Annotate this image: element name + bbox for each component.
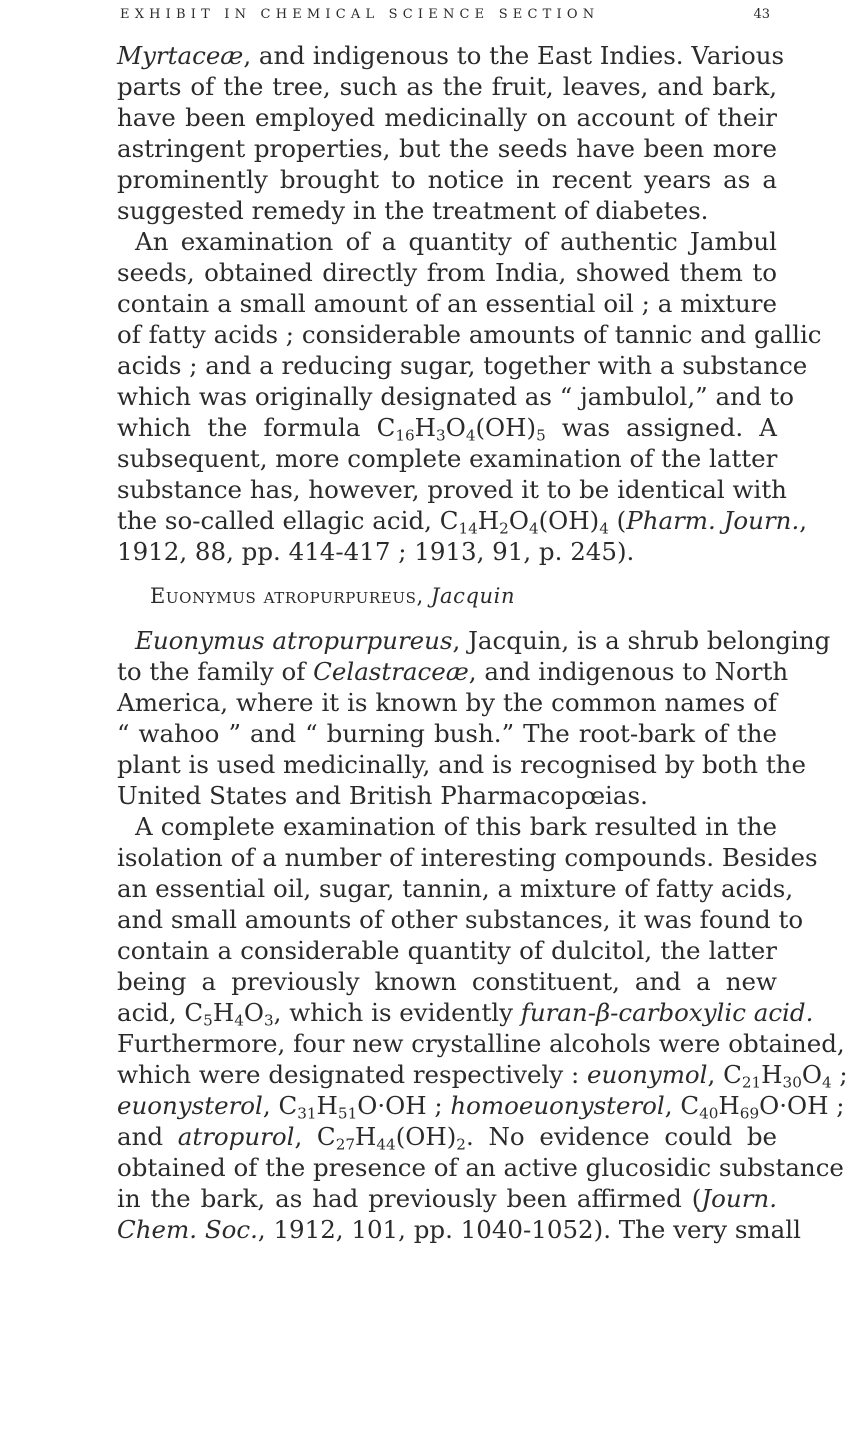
text-line: A complete examination of this bark resulted in the [135, 812, 777, 841]
text-line: being a previously known constituent, and a new [117, 967, 777, 996]
section-heading: Euonymus atropurpureus, Jacquin [150, 584, 516, 608]
text-line: United States and British Pharmacopœias. [117, 781, 648, 810]
text-line: substance has, however, proved it to be identical with [117, 475, 787, 504]
running-head [120, 0, 800, 24]
text-line: suggested remedy in the treatment of diabetes. [117, 196, 709, 225]
text-line: which was originally designated as “ jambulol,” and to [117, 382, 794, 411]
family-name: Celastraceæ [313, 657, 469, 686]
text-line: which were designated respectively : euonymol, $C_{21}H_{30}O_4$ ; [117, 1060, 848, 1092]
text-line: to the family of Celastraceæ, and indigenous to North [117, 657, 789, 686]
text-line: 1912, 88, pp. 414-417 ; 1913, 91, p. 245). [117, 537, 635, 566]
text-line: parts of the tree, such as the fruit, leaves, and bark, [117, 72, 777, 101]
text-line: prominently brought to notice in recent years as a [117, 165, 777, 194]
text-line: acid, $C_5H_4O_3$, which is evidently furan-β-carboxylic acid. [117, 998, 814, 1030]
citation-journal: Pharm. Journ. [626, 506, 800, 535]
text-line: astringent properties, but the seeds have been more [117, 134, 777, 163]
text-line: the so-called ellagic acid, $C_{14}H_2O_4(OH)_4$ (Pharm. Journ., [117, 506, 808, 538]
text-line: Euonymus atropurpureus, Jacquin, is a shrub belonging [135, 626, 831, 655]
text-line: An examination of a quantity of authentic Jambul [135, 227, 777, 256]
text-line: an essential oil, sugar, tannin, a mixture of fatty acids, [117, 874, 794, 903]
citation-journal: Chem. Soc. [117, 1215, 258, 1244]
text-line: acids ; and a reducing sugar, together with a substance [117, 351, 808, 380]
text-line: contain a small amount of an essential oil ; a mixture [117, 289, 777, 318]
compound-name: homoeuonysterol [450, 1091, 665, 1120]
citation-journal: Journ. [701, 1184, 777, 1213]
text-line: Myrtaceæ, and indigenous to the East Indies. Various [117, 41, 785, 70]
text-line: plant is used medicinally, and is recognised by both the [117, 750, 806, 779]
compound-name: atropurol [177, 1122, 295, 1151]
text-line: isolation of a number of interesting compounds. Besides [117, 843, 818, 872]
family-name: Myrtaceæ [117, 41, 244, 70]
compound-name: furan-β-carboxylic acid. [520, 998, 814, 1027]
text-line: subsequent, more complete examination of the latter [117, 444, 778, 473]
text-line: “ wahoo ” and “ burning bush.” The root-bark of the [117, 719, 777, 748]
text-line: Furthermore, four new crystalline alcohols were obtained, [117, 1029, 845, 1058]
text-line: obtained of the presence of an active glucosidic substance [117, 1153, 844, 1182]
text-line: Chem. Soc., 1912, 101, pp. 1040-1052). The very small [117, 1215, 801, 1244]
page-number: 43 [753, 7, 770, 22]
text-line: have been employed medicinally on account of their [117, 103, 777, 132]
text-line: contain a considerable quantity of dulcitol, the latter [117, 936, 777, 965]
text-line: seeds, obtained directly from India, showed them to [117, 258, 777, 287]
text-line: euonysterol, $C_{31}H_{51}O\cdot OH$ ; homoeuonysterol, $C_{40}H_{69}O\cdot OH$ ; [117, 1091, 845, 1123]
text-line: which the formula $C_{16}H_3O_4(OH)_5$ was assigned. A [117, 413, 777, 445]
running-head-title: EXHIBIT IN CHEMICAL SCIENCE SECTION [120, 7, 600, 22]
compound-name: euonysterol [117, 1091, 263, 1120]
species-name: Euonymus atropurpureus [135, 626, 453, 655]
text-line: and atropurol, $C_{27}H_{44}(OH)_2$. No evidence could be [117, 1122, 778, 1154]
text-line: and small amounts of other substances, it was found to [117, 905, 804, 934]
compound-name: euonymol [587, 1060, 708, 1089]
text-line: in the bark, as had previously been affirmed (Journ. [117, 1184, 777, 1213]
heading-author: Jacquin [431, 584, 516, 608]
text-line: America, where it is known by the common names of [117, 688, 777, 717]
text-line: of fatty acids ; considerable amounts of tannic and gallic [117, 320, 822, 349]
